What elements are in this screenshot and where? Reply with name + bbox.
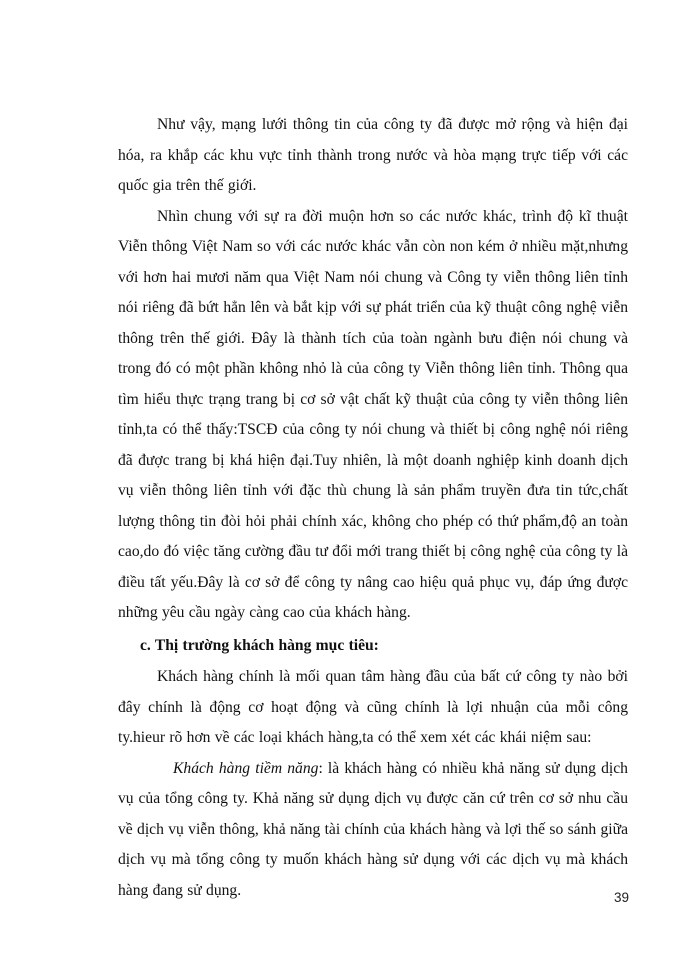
term-definition: : là khách hàng có nhiều khả năng sử dụng dịch vụ của tổng công ty. Khả năng sử dụng dịch vụ được căn cứ trên cơ sở nhu cầu về dịch vụ viễn thông, khả năng tài chính của khách hàng và lợi thế so sánh giữa dịch vụ mà tổng công ty muốn khách hàng sử dụng với các dịch vụ mà khách hàng đang sử dụng. [118,759,628,899]
page-number: 39 [614,890,630,905]
term-potential-customer: Khách hàng tiềm năng [173,759,319,777]
paragraph-network-expansion: Như vậy, mạng lưới thông tin của công ty đã được mở rộng và hiện đại hóa, ra khắp các khu vực tỉnh thành trong nước và hòa mạng trực tiếp với các quốc gia trên thế giới. [118,116,628,194]
document-body [118,110,628,906]
paragraph-technology-assessment: Nhìn chung với sự ra đời muộn hơn so các nước khác, trình độ kĩ thuật Viễn thông Việt Nam so với các nước khác vẫn còn non kém ở nhiều mặt,nhưng với hơn hai mươi năm qua Việt Nam nói chung và Công ty viễn thông liên tỉnh nói riêng đã bứt hẳn lên và bắt kịp với sự phát triển của kỹ thuật công nghệ viễn thông trên thế giới. Đây là thành tích của toàn ngành bưu điện nói chung và trong đó có một phần không nhỏ là của công ty Viễn thông liên tỉnh. Thông qua tìm hiểu thực trạng trang bị cơ sở vật chất kỹ thuật của công ty viễn thông liên tỉnh,ta có thể thấy:TSCĐ của công ty nói chung và thiết bị công nghệ nói riêng đã được trang bị khá hiện đại.Tuy nhiên, là một doanh nghiệp kinh doanh dịch vụ viễn thông liên tỉnh với đặc thù chung là sản phẩm truyền đưa tin tức,chất lượng thông tin đòi hỏi phải chính xác, không cho phép có thứ phẩm,độ an toàn cao,do đó việc tăng cường đầu tư đổi mới trang thiết bị công nghệ của công ty là điều tất yếu.Đây là cơ sở để công ty nâng cao hiệu quả phục vụ, đáp ứng được những yêu cầu ngày càng cao của khách hàng. [118,207,628,621]
paragraph-potential-customer [118,754,628,907]
paragraph-customer-intro: Khách hàng chính là mối quan tâm hàng đầu của bất cứ công ty nào bởi đây chính là động cơ hoạt động và cũng chính là lợi nhuận của mỗi công ty.hieur rõ hơn về các loại khách hàng,ta có thể xem xét các khái niệm sau: [118,668,628,746]
section-heading-target-market: c. Thị trường khách hàng mục tiêu: [140,636,379,654]
